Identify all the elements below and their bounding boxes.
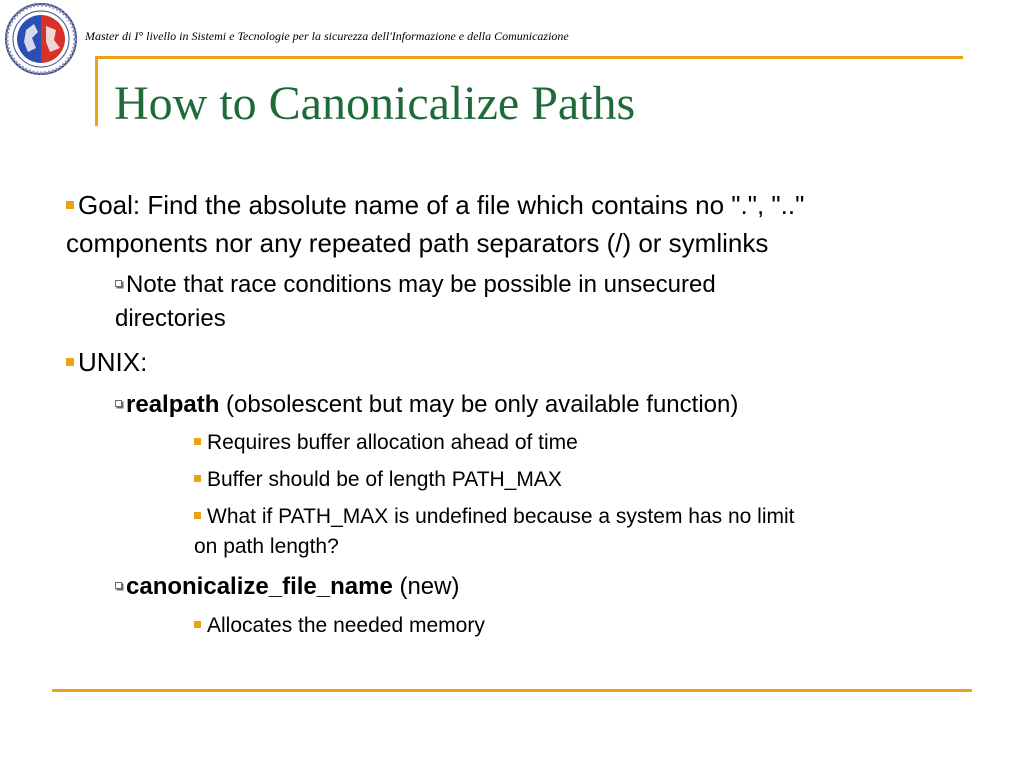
hollow-square-bullet-icon: [115, 280, 122, 287]
bullet-requires-buffer: Requires buffer allocation ahead of time: [194, 428, 578, 458]
bullet-square-icon: [66, 358, 74, 366]
top-accent-rule: [97, 56, 963, 59]
vertical-accent-rule: [95, 56, 98, 126]
bullet-square-icon: [194, 475, 201, 482]
bullet-goal-line1: Goal: Find the absolute name of a file which contains no ".", "..": [66, 186, 804, 224]
slide-title: How to Canonicalize Paths: [114, 77, 636, 130]
bullet-canonicalize: canonicalize_file_name (new): [115, 570, 459, 604]
course-header: Master di I° livello in Sistemi e Tecnologie per la sicurezza dell'Informazione e della Comunicazione: [85, 29, 569, 43]
bullet-pathmax-line1: What if PATH_MAX is undefined because a system has no limit: [194, 502, 794, 532]
bullet-square-icon: [194, 512, 201, 519]
bullet-square-icon: [194, 438, 201, 445]
bullet-allocates-memory: Allocates the needed memory: [194, 611, 485, 641]
bullet-square-icon: [66, 201, 74, 209]
bullet-race-line2: directories: [115, 305, 226, 332]
university-seal-logo: [4, 2, 78, 76]
bullet-goal-line2: components nor any repeated path separators (/) or symlinks: [66, 228, 769, 258]
bullet-unix: UNIX:: [66, 343, 147, 381]
bullet-race-line1: Note that race conditions may be possible in unsecured: [115, 268, 716, 302]
hollow-square-bullet-icon: [115, 400, 122, 407]
bullet-realpath: realpath (obsolescent but may be only available function): [115, 388, 738, 422]
bullet-buffer-length: Buffer should be of length PATH_MAX: [194, 465, 562, 495]
bottom-accent-rule: [52, 689, 972, 692]
bullet-square-icon: [194, 621, 201, 628]
hollow-square-bullet-icon: [115, 582, 122, 589]
bullet-pathmax-line2: on path length?: [194, 535, 339, 558]
